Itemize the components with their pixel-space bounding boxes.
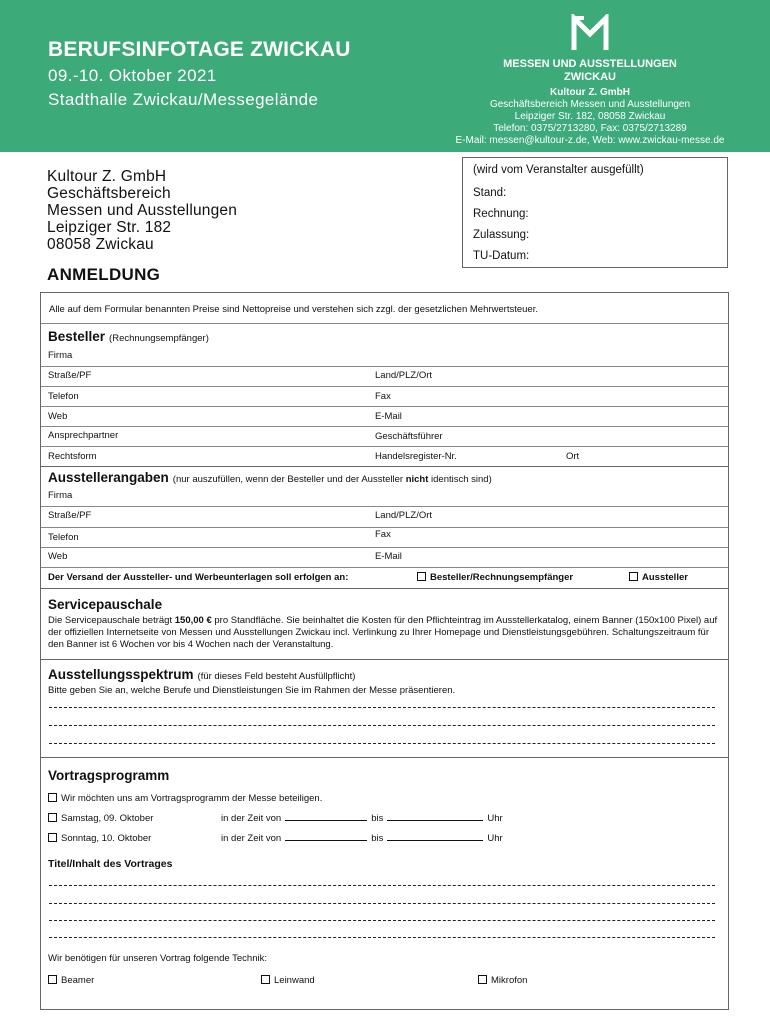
- sunday-label: Sonntag, 10. Oktober: [61, 833, 152, 844]
- time-to-label: bis: [371, 833, 384, 844]
- besteller-legal-row[interactable]: [41, 447, 728, 467]
- beamer-label: Beamer: [61, 975, 95, 986]
- checkbox[interactable]: [417, 572, 426, 581]
- versand-row: [41, 568, 728, 589]
- vortrag-participate-option[interactable]: [48, 793, 322, 805]
- versand-aussteller-option[interactable]: [629, 572, 688, 583]
- org-street: Leipziger Str. 182, 08058 Zwickau: [514, 111, 666, 122]
- org-email: E-Mail: messen@kultour-z.de, Web: www.zwickau-messe.de: [455, 135, 725, 146]
- time-from-field[interactable]: [285, 820, 367, 821]
- participate-label: Wir möchten uns am Vortragsprogramm der Messe beteiligen.: [61, 793, 323, 804]
- aussteller-firma-field[interactable]: [41, 489, 728, 507]
- service-text: [48, 615, 720, 651]
- spektrum-line[interactable]: [49, 707, 715, 708]
- address-line: Geschäftsbereich: [47, 185, 171, 202]
- time-from-label: in der Zeit von: [221, 813, 282, 824]
- sunday-time: [221, 833, 503, 845]
- time-from-label: in der Zeit von: [221, 833, 282, 844]
- topic-line[interactable]: [49, 903, 715, 904]
- aussteller-note-post: identisch sind): [431, 474, 492, 485]
- event-title: BERUFSINFOTAGE ZWICKAU: [48, 38, 351, 61]
- aussteller-web-row[interactable]: [41, 548, 728, 568]
- divider: [41, 323, 728, 324]
- checkbox[interactable]: [48, 793, 57, 802]
- service-price: 150,00 €: [174, 615, 212, 626]
- besteller-note: (Rechnungsempfänger): [109, 333, 209, 344]
- stand-field[interactable]: Stand:: [473, 187, 507, 199]
- saturday-label: Samstag, 09. Oktober: [61, 813, 154, 824]
- topic-line[interactable]: [49, 885, 715, 886]
- org-division: Geschäftsbereich Messen und Ausstellungen: [489, 99, 691, 110]
- aussteller-title: [48, 470, 492, 485]
- address-line: Messen und Ausstellungen: [47, 202, 238, 219]
- checkbox[interactable]: [48, 833, 57, 842]
- besteller-phone-row[interactable]: [41, 387, 728, 407]
- spektrum-line[interactable]: [49, 743, 715, 744]
- time-to-field[interactable]: [387, 840, 483, 841]
- besteller-title-text: Besteller: [48, 329, 106, 344]
- land-label: Land/PLZ/Ort: [375, 510, 433, 521]
- event-date: 09.-10. Oktober 2021: [48, 66, 217, 85]
- time-to-field[interactable]: [387, 820, 483, 821]
- firma-label: Firma: [48, 490, 73, 501]
- tech-text: Wir benötigen für unseren Vortrag folgende Technik:: [48, 953, 267, 964]
- strasse-label: Straße/PF: [48, 370, 92, 381]
- address-line: 08058 Zwickau: [47, 236, 154, 253]
- aussteller-title-text: Ausstellerangaben: [48, 470, 169, 485]
- invoice-field[interactable]: Rechnung:: [473, 208, 529, 220]
- service-text-post: pro Standfläche. Sie beinhaltet die Kosten für den Pflichteintrag im Ausstellerkatalog, einem Banner (150x100 Pixel) auf der offiziellen Internetseite von Messen und Ausstellungen Zwickau incl. Verlinkung zu Ihrer Homepage und Dienstleistungsgebühren. Schaltungszeitraum für den Banner ist 6 Wochen vor bis 4 Wochen nach der Veranstaltung.: [48, 615, 718, 650]
- land-label: Land/PLZ/Ort: [375, 370, 433, 381]
- option-label: Besteller/Rechnungsempfänger: [430, 572, 574, 583]
- fax-label: Fax: [375, 391, 391, 402]
- ansprechpartner-label: Ansprechpartner: [48, 430, 119, 441]
- option-label: Aussteller: [642, 572, 688, 583]
- header-banner: [0, 0, 770, 152]
- topic-line[interactable]: [49, 920, 715, 921]
- form-heading: ANMELDUNG: [47, 265, 161, 284]
- aussteller-phone-row[interactable]: [41, 528, 728, 548]
- saturday-time: [221, 813, 503, 825]
- rechtsform-label: Rechtsform: [48, 451, 97, 462]
- telefon-label: Telefon: [48, 391, 79, 402]
- handelsregister-label: Handelsregister-Nr.: [375, 451, 457, 462]
- service-text-pre: Die Servicepauschale beträgt: [48, 615, 173, 626]
- service-title: Servicepauschale: [48, 597, 163, 612]
- org-line1: MESSEN UND AUSSTELLUNGEN: [503, 58, 677, 70]
- time-unit-label: Uhr: [487, 833, 503, 844]
- address-line: Kultour Z. GmbH: [47, 168, 167, 185]
- besteller-contact-row[interactable]: [41, 427, 728, 447]
- telefon-label: Telefon: [48, 532, 79, 543]
- org-line2: ZWICKAU: [564, 71, 616, 83]
- organizer-logo: [570, 14, 610, 52]
- spektrum-title: [48, 667, 355, 682]
- time-from-field[interactable]: [285, 840, 367, 841]
- approval-field[interactable]: Zulassung:: [473, 229, 530, 241]
- strasse-label: Straße/PF: [48, 510, 92, 521]
- price-notice: Alle auf dem Formular benannten Preise sind Nettopreise und verstehen sich zzgl. der gesetzlichen Mehrwertsteuer.: [49, 304, 538, 315]
- fax-label: Fax: [375, 529, 391, 540]
- geschaeftsfuehrer-label: Geschäftsführer: [375, 431, 443, 442]
- checkbox[interactable]: [261, 975, 270, 984]
- registration-form: [40, 292, 729, 1010]
- besteller-firma-field[interactable]: [41, 349, 728, 367]
- checkbox[interactable]: [629, 572, 638, 581]
- vortrag-title: Vortragsprogramm: [48, 768, 170, 783]
- besteller-web-row[interactable]: [41, 407, 728, 427]
- org-phone: Telefon: 0375/2713280, Fax: 0375/2713289: [493, 123, 687, 134]
- time-unit-label: Uhr: [487, 813, 503, 824]
- aussteller-note: [173, 474, 492, 485]
- checkbox[interactable]: [48, 975, 57, 984]
- checkbox[interactable]: [478, 975, 487, 984]
- org-company: Kultour Z. GmbH: [550, 87, 630, 98]
- versand-label: Der Versand der Aussteller- und Werbeunterlagen soll erfolgen an:: [48, 572, 349, 583]
- spektrum-line[interactable]: [49, 725, 715, 726]
- firma-label: Firma: [48, 350, 73, 361]
- mikrofon-option[interactable]: [478, 975, 527, 987]
- recipient-address: [47, 168, 237, 253]
- organizer-use-box: [462, 157, 728, 268]
- event-venue: Stadthalle Zwickau/Messegelände: [48, 90, 319, 109]
- email-label: E-Mail: [375, 551, 402, 562]
- time-to-label: bis: [371, 813, 384, 824]
- web-label: Web: [48, 411, 68, 422]
- tu-date-field[interactable]: TU-Datum:: [473, 250, 530, 262]
- versand-besteller-option[interactable]: [417, 572, 573, 583]
- web-label: Web: [48, 551, 68, 562]
- besteller-title: [48, 329, 209, 344]
- checkbox[interactable]: [48, 813, 57, 822]
- topic-title: Titel/Inhalt des Vortrages: [48, 858, 173, 870]
- beamer-option[interactable]: [48, 975, 94, 987]
- ort-label: Ort: [566, 451, 580, 462]
- divider: [41, 659, 728, 660]
- sunday-option[interactable]: [48, 833, 151, 845]
- topic-line[interactable]: [49, 937, 715, 938]
- aussteller-note-pre: (nur auszufüllen, wenn der Besteller und der Aussteller: [172, 474, 404, 485]
- email-label: E-Mail: [375, 411, 402, 422]
- leinwand-option[interactable]: [261, 975, 315, 987]
- spektrum-text: Bitte geben Sie an, welche Berufe und Dienstleistungen Sie im Rahmen der Messe präsentieren.: [48, 685, 456, 696]
- mikrofon-label: Mikrofon: [491, 975, 528, 986]
- divider: [41, 757, 728, 758]
- aussteller-note-bold: nicht: [405, 474, 429, 485]
- leinwand-label: Leinwand: [274, 975, 315, 986]
- aussteller-address-row[interactable]: [41, 507, 728, 528]
- address-line: Leipziger Str. 182: [47, 219, 172, 236]
- saturday-option[interactable]: [48, 813, 153, 825]
- besteller-address-row[interactable]: [41, 367, 728, 387]
- spektrum-note: (für dieses Feld besteht Ausfüllpflicht): [197, 671, 356, 682]
- organizer-box-heading: (wird vom Veranstalter ausgefüllt): [473, 164, 644, 176]
- spektrum-title-text: Ausstellungsspektrum: [48, 667, 194, 682]
- organizer-block: [430, 14, 750, 147]
